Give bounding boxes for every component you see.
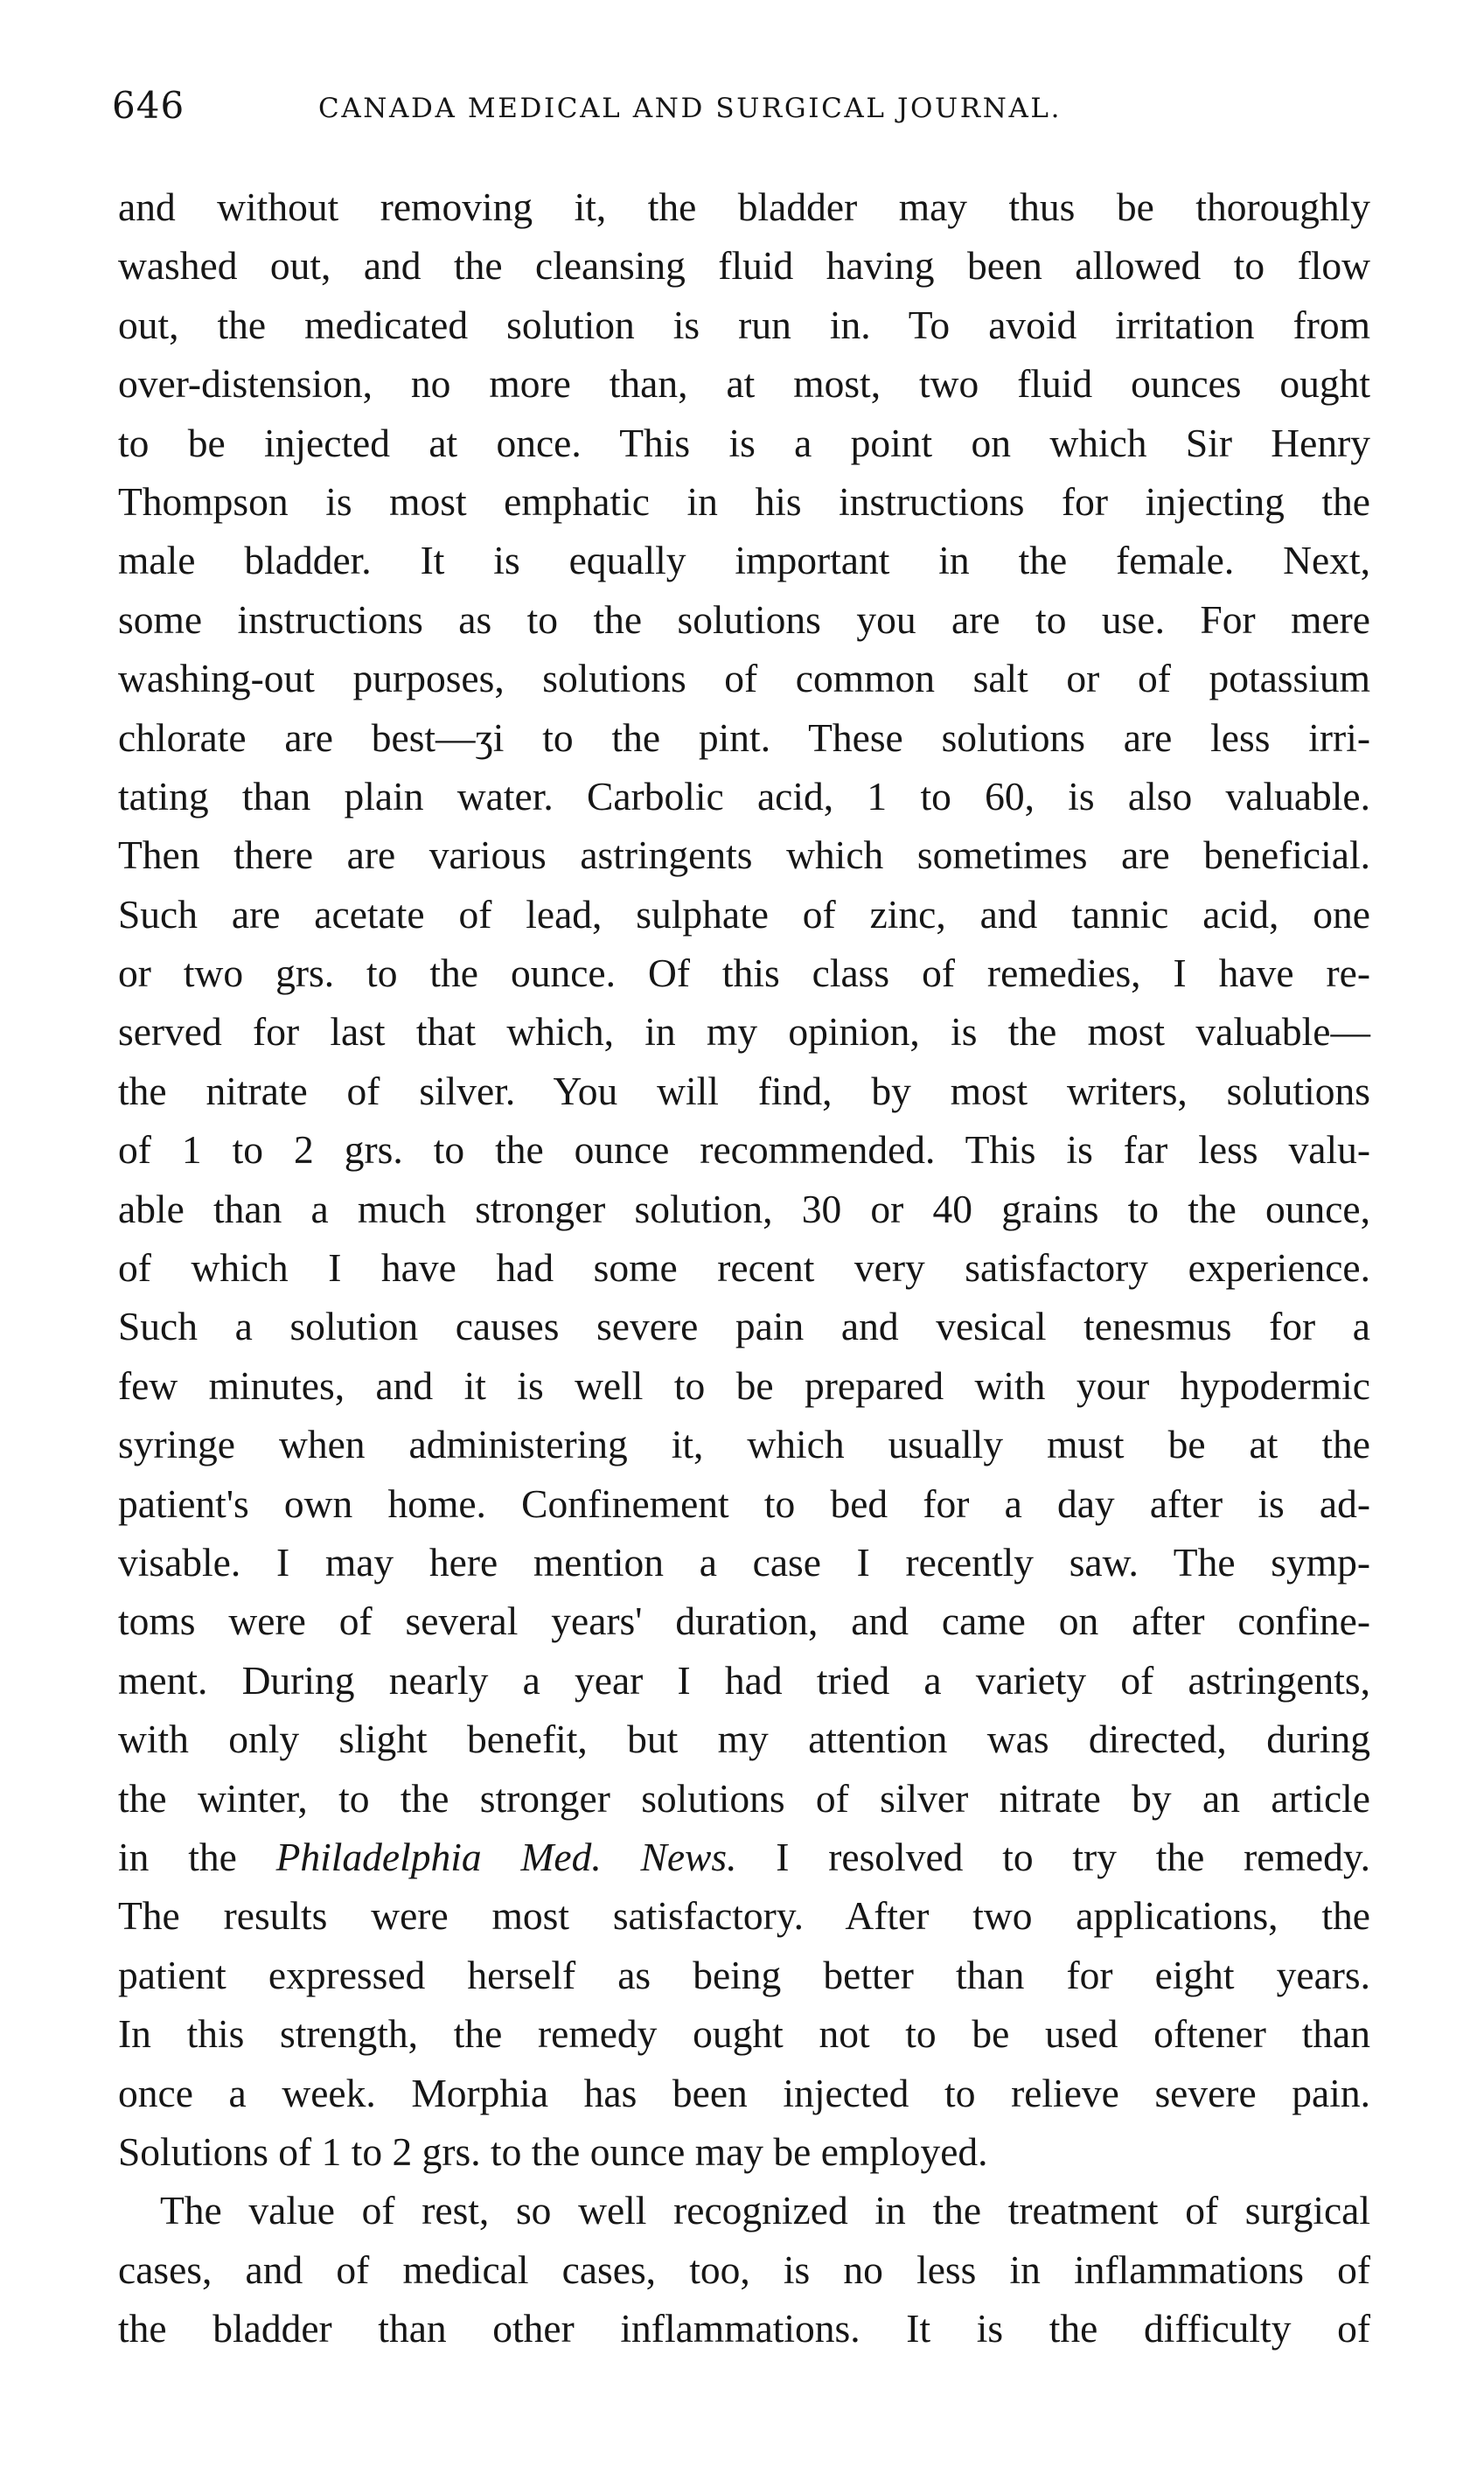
text-line: ment. During nearly a year I had tried a variety of astringents, — [118, 1657, 1370, 1703]
text-line: with only slight benefit, but my attention was directed, during — [118, 1717, 1370, 1762]
text-line: once a week. Morphia has been injected to relieve severe pain. — [118, 2070, 1370, 2115]
citation-prefix: in the — [118, 1834, 276, 1879]
text-line: In this strength, the remedy ought not to be used oftener than — [118, 2011, 1370, 2057]
paragraph-start-line: The value of rest, so well recognized in the treatment of surgical — [160, 2188, 1370, 2233]
text-line: Then there are various astringents which sometimes are beneficial. — [118, 832, 1370, 878]
journal-title: CANADA MEDICAL AND SURGICAL JOURNAL. — [318, 93, 1062, 124]
text-line: the bladder than other inflammations. It is the difficulty of — [118, 2306, 1370, 2351]
text-line: few minutes, and it is well to be prepared with your hypodermic — [118, 1362, 1370, 1408]
text-line: and without removing it, the bladder may thus be thoroughly — [118, 185, 1370, 229]
text-line: some instructions as to the solutions you are to use. For mere — [118, 596, 1370, 642]
text-line: or two grs. to the ounce. Of this class of remedies, I have re- — [118, 951, 1370, 996]
text-line: Such are acetate of lead, sulphate of zinc, and tannic acid, one — [118, 891, 1370, 937]
text-line: of which I have had some recent very satisfactory experience. — [118, 1245, 1370, 1291]
body-text — [118, 178, 1370, 2358]
text-line: visable. I may here mention a case I recently saw. The symp- — [118, 1539, 1370, 1585]
text-line: out, the medicated solution is run in. To avoid irritation from — [118, 302, 1370, 347]
page-number: 646 — [112, 84, 185, 127]
text-line: able than a much stronger solution, 30 or 40 grains to the ounce, — [118, 1186, 1370, 1231]
citation-suffix: I resolved to try the remedy. — [736, 1834, 1371, 1879]
text-line: chlorate are best—ʒi to the pint. These solutions are less irri- — [118, 714, 1370, 760]
text-line: Thompson is most emphatic in his instructions for injecting the — [118, 478, 1370, 524]
text-line: of 1 to 2 grs. to the ounce recommended. This is far less valu- — [118, 1127, 1370, 1173]
text-line: syringe when administering it, which usually must be at the — [118, 1422, 1370, 1467]
text-line: toms were of several years' duration, and came on after confine- — [118, 1599, 1370, 1644]
text-line: The results were most satisfactory. After two applications, the — [118, 1893, 1370, 1939]
text-line: the nitrate of silver. You will find, by most writers, solutions — [118, 1068, 1370, 1113]
text-line: Such a solution causes severe pain and vesical tenesmus for a — [118, 1304, 1370, 1349]
journal-citation: Philadelphia Med. News. — [275, 1834, 737, 1879]
text-line: to be injected at once. This is a point on which Sir Henry — [118, 420, 1370, 465]
text-line: tating than plain water. Carbolic acid, 1 to 60, is also valuable. — [118, 773, 1370, 819]
text-line: washing-out purposes, solutions of common salt or of potassium — [118, 656, 1370, 701]
text-line: cases, and of medical cases, too, is no less in inflammations of — [118, 2247, 1370, 2292]
text-line: Solutions of 1 to 2 grs. to the ounce may be employed. — [118, 2128, 988, 2174]
text-line: male bladder. It is equally important in the female. Next, — [118, 538, 1370, 583]
text-line: patient expressed herself as being better than for eight years. — [118, 1952, 1370, 1997]
text-line: served for last that which, in my opinion, is the most valuable— — [118, 1009, 1370, 1055]
text-line-with-citation — [118, 1828, 1370, 1886]
text-line: over-distension, no more than, at most, two fluid ounces ought — [118, 361, 1370, 407]
running-head — [112, 84, 1371, 136]
text-line: washed out, and the cleansing fluid having been allowed to flow — [118, 243, 1370, 289]
text-line: the winter, to the stronger solutions of silver nitrate by an article — [118, 1775, 1370, 1821]
text-line: patient's own home. Confinement to bed for a day after is ad- — [118, 1480, 1370, 1526]
